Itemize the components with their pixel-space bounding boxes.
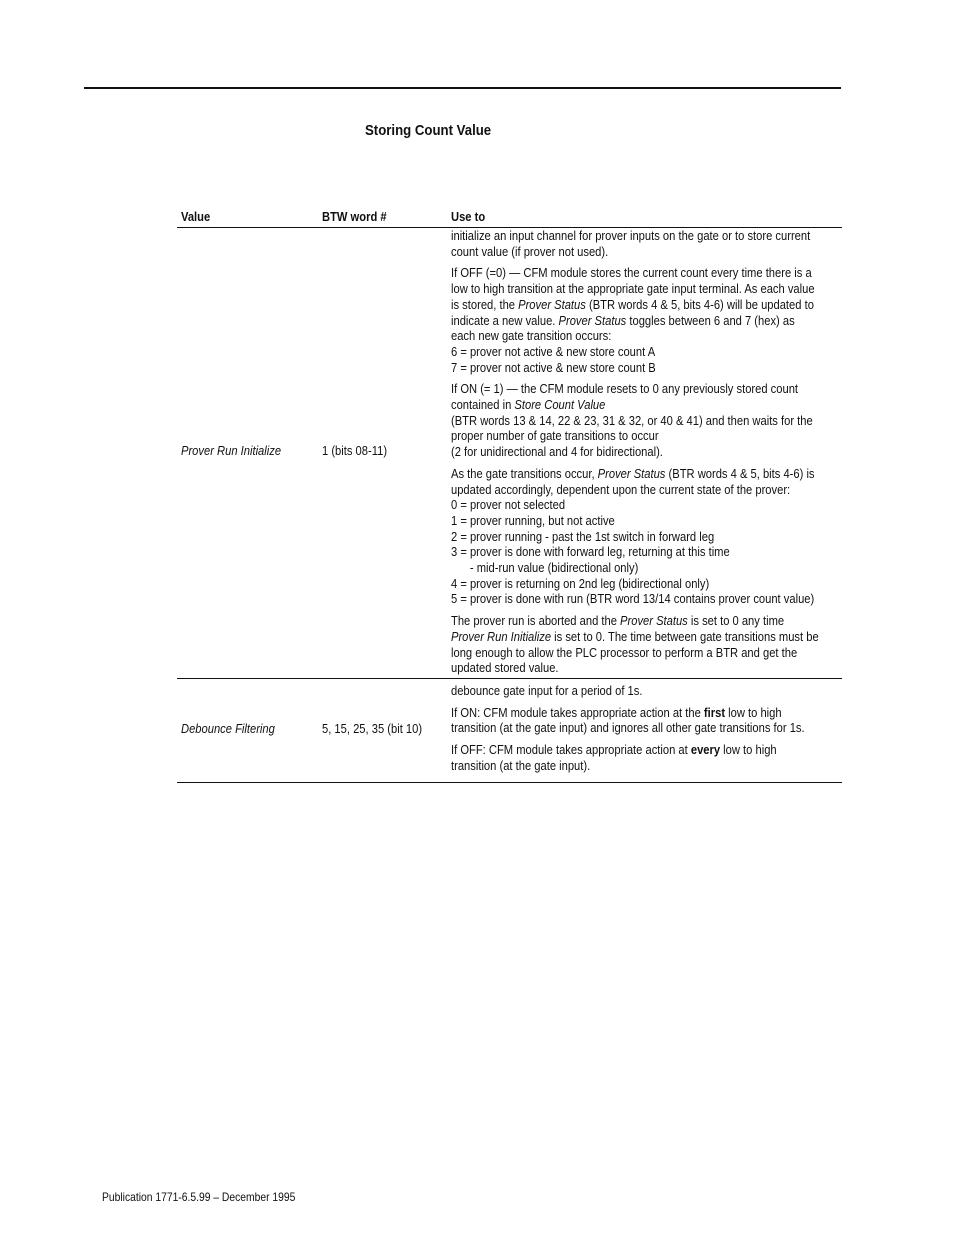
table-row-debounce-filtering: [177, 679, 842, 783]
header-btw-word: BTW word #: [322, 209, 387, 224]
section-title: Storing Count Value: [365, 122, 492, 139]
header-use-to: Use to: [451, 209, 486, 224]
table-header: [177, 208, 842, 228]
row-btw-word: 1 (bits 08-11): [322, 443, 388, 458]
header-value: Value: [181, 209, 211, 224]
paragraph: As the gate transitions occur, Prover Status (BTR words 4 & 5, bits 4-6) is updated accordingly, dependent upon the current state of the prover: 0 = prover not selected 1 = prover running, but not active 2 = prover running - past the 1st switch in forward leg 3 = prover is done with forward leg, returning at this time - mid-run value (bidirectional only) 4 = prover is returning on 2nd leg (bidirectional only) 5 = prover is done with run (BTR word 13/14 contains prover count value): [451, 465, 815, 607]
paragraph: debounce gate input for a period of 1s.: [451, 683, 643, 698]
row-use-to: [451, 683, 805, 780]
row-btw-word: 5, 15, 25, 35 (bit 10): [322, 721, 423, 736]
table-row-prover-run-initialize: [177, 228, 842, 679]
paragraph: initialize an input channel for prover inputs on the gate or to store current count value (if prover not used).: [451, 228, 811, 259]
parameter-table: [177, 208, 842, 783]
row-use-to: [451, 228, 819, 682]
row-value-label: Debounce Filtering: [181, 721, 275, 736]
row-value-label: Prover Run Initialize: [181, 443, 282, 458]
publication-footer: Publication 1771-6.5.99 – December 1995: [102, 1190, 296, 1204]
paragraph: If ON (= 1) — the CFM module resets to 0 any previously stored count contained in Store Count Value (BTR words 13 & 14, 22 & 23, 31 & 32, or 40 & 41) and then waits for the proper number of gate transitions to occur (2 for unidirectional and 4 for bidirectional).: [451, 381, 813, 460]
paragraph: The prover run is aborted and the Prover Status is set to 0 any time Prover Run Initialize is set to 0. The time between gate transitions must be long enough to allow the PLC processor to perform a BTR and get the updated stored value.: [451, 613, 819, 676]
top-rule: [84, 87, 841, 89]
paragraph: If OFF (=0) — CFM module stores the current count every time there is a low to high transition at the appropriate gate input terminal. As each value is stored, the Prover Status (BTR words 4 & 5, bits 4-6) will be updated to indicate a new value. Prover Status toggles between 6 and 7 (hex) as each new gate transition occurs: 6 = prover not active & new store count A 7 = prover not active & new store count B: [451, 265, 815, 375]
paragraph: If ON: CFM module takes appropriate action at the first low to high transition (at the gate input) and ignores all other gate transitions for 1s.: [451, 704, 805, 736]
paragraph: If OFF: CFM module takes appropriate action at every low to high transition (at the gate input).: [451, 742, 777, 773]
